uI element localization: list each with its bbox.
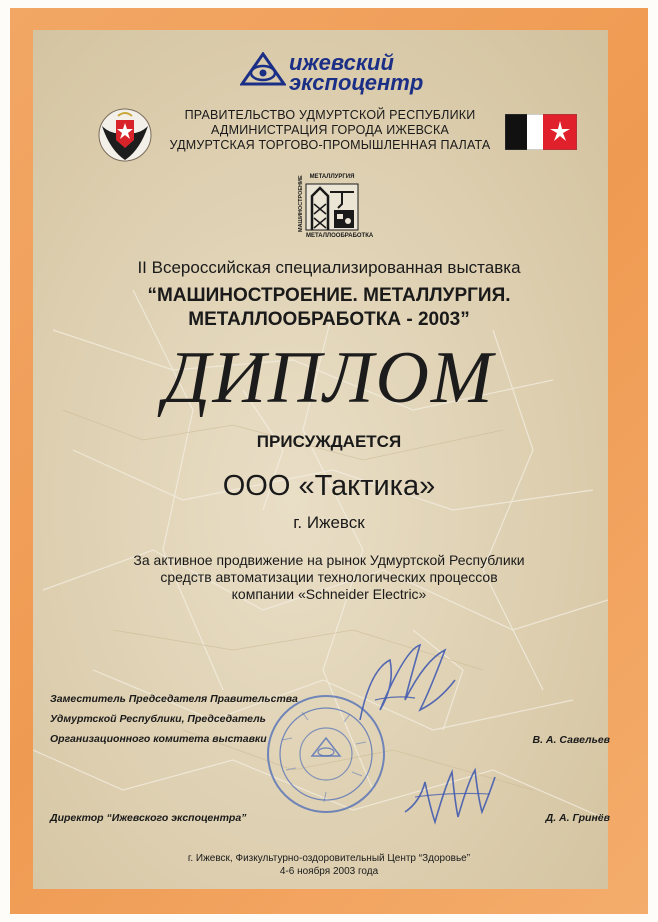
header-line: УДМУРТСКАЯ ТОРГОВО-ПРОМЫШЛЕННАЯ ПАЛАТА [169, 138, 491, 152]
company-name: ООО «Тактика» [222, 470, 436, 502]
udmurtia-emblem-icon [96, 106, 154, 164]
signatory-title-line: Удмуртской Республики, Председатель [50, 713, 266, 725]
exhibition-title-line: “МАШИНОСТРОЕНИЕ. МЕТАЛЛУРГИЯ. [147, 285, 511, 306]
second-signatory-title: Директор “Ижевского экспоцентра” [50, 812, 247, 824]
exhibition-logo-top: МЕТАЛЛУРГИЯ [309, 174, 355, 180]
logo-line-2: экспоцентр [289, 70, 424, 95]
header-organizations [160, 108, 500, 153]
signatory-title-line: Организационного комитета выставки [50, 733, 267, 745]
exhibition-logo [294, 174, 374, 244]
footer [33, 852, 625, 878]
award-reason [33, 552, 625, 603]
signature-saveliev [350, 640, 460, 730]
second-signatory-name: Д. А. Гринёв [545, 812, 610, 824]
exhibition-title [33, 284, 625, 332]
exhibition-subtitle: II Всероссийская специализированная выставка [137, 258, 521, 277]
reason-line: компании «Schneider Electric» [231, 586, 427, 602]
expocenter-logo-icon [240, 52, 286, 86]
udmurtia-flag-icon [505, 114, 577, 150]
reason-line: средств автоматизации технологических процессов [160, 569, 498, 585]
awarded-label: ПРИСУЖДАЕТСЯ [256, 432, 402, 451]
exhibition-logo-bottom: МЕТАЛЛООБРАБОТКА [306, 233, 374, 239]
company-city: г. Ижевск [293, 513, 365, 532]
header-line: АДМИНИСТРАЦИЯ ГОРОДА ИЖЕВСКА [210, 123, 450, 137]
diploma-heading: ДИПЛОМ [163, 337, 495, 419]
logo-line-1: ижевский [289, 50, 394, 75]
first-signatory-name: В. А. Савельев [532, 734, 610, 746]
exhibition-logo-side: МАШИНОСТРОЕНИЕ [298, 175, 304, 232]
signatory-title-line: Заместитель Председателя Правительства [50, 693, 298, 705]
footer-venue: г. Ижевск, Физкультурно-оздоровительный Центр “Здоровье” [187, 853, 471, 864]
reason-line: За активное продвижение на рынок Удмуртской Республики [133, 552, 525, 568]
header-line: ПРАВИТЕЛЬСТВО УДМУРТСКОЙ РЕСПУБЛИКИ [184, 108, 476, 122]
first-signatory-title [50, 689, 298, 749]
signature-grinev [400, 762, 500, 832]
exhibition-title-line: МЕТАЛЛООБРАБОТКА - 2003” [188, 309, 470, 330]
expocenter-logo-text [289, 50, 424, 95]
footer-dates: 4-6 ноября 2003 года [279, 866, 379, 877]
